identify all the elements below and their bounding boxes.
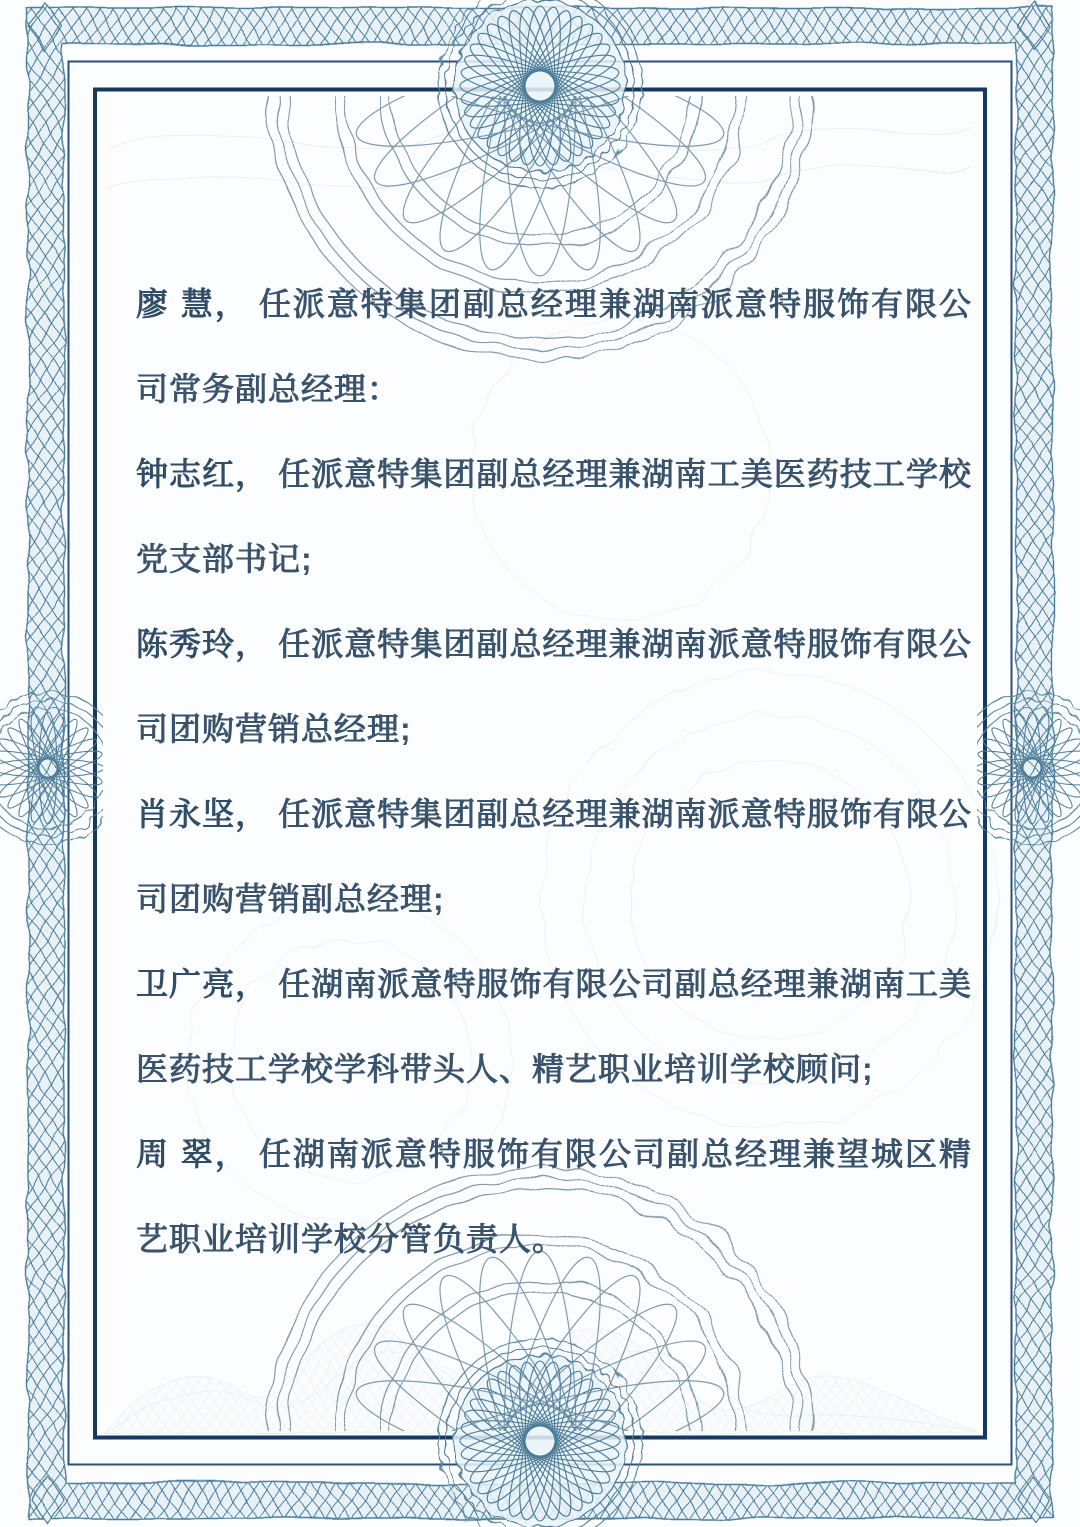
appointment-paragraph-6 [136,1112,972,1282]
person-name: 肖永坚， [136,796,269,832]
appointment-text: 任派意特集团副总经理兼湖南派意特服饰有限公司常务副总经理： [136,286,972,407]
appointment-text: 任派意特集团副总经理兼湖南工美医药技工学校党支部书记; [136,456,972,577]
appointment-paragraph-3 [136,602,972,772]
appointment-paragraph-4 [136,772,972,942]
appointment-text: 任湖南派意特服饰有限公司副总经理兼望城区精艺职业培训学校分管负责人。 [136,1136,972,1257]
person-name: 卫广亮， [136,966,269,1002]
appointment-paragraph-2 [136,432,972,602]
person-name: 陈秀玲， [136,626,269,662]
appointment-paragraph-5 [136,942,972,1112]
appointment-text: 任派意特集团副总经理兼湖南派意特服饰有限公司团购营销总经理; [136,626,972,747]
appointment-text: 任湖南派意特服饰有限公司副总经理兼湖南工美医药技工学校学科带头人、精艺职业培训学校顾问; [136,966,972,1087]
appointment-text: 任派意特集团副总经理兼湖南派意特服饰有限公司团购营销副总经理; [136,796,972,917]
appointment-paragraph-1 [136,262,972,432]
person-name: 廖 慧， [136,286,249,322]
person-name: 周 翠， [136,1136,249,1172]
person-name: 钟志红， [136,456,269,492]
document-body [136,262,972,1282]
